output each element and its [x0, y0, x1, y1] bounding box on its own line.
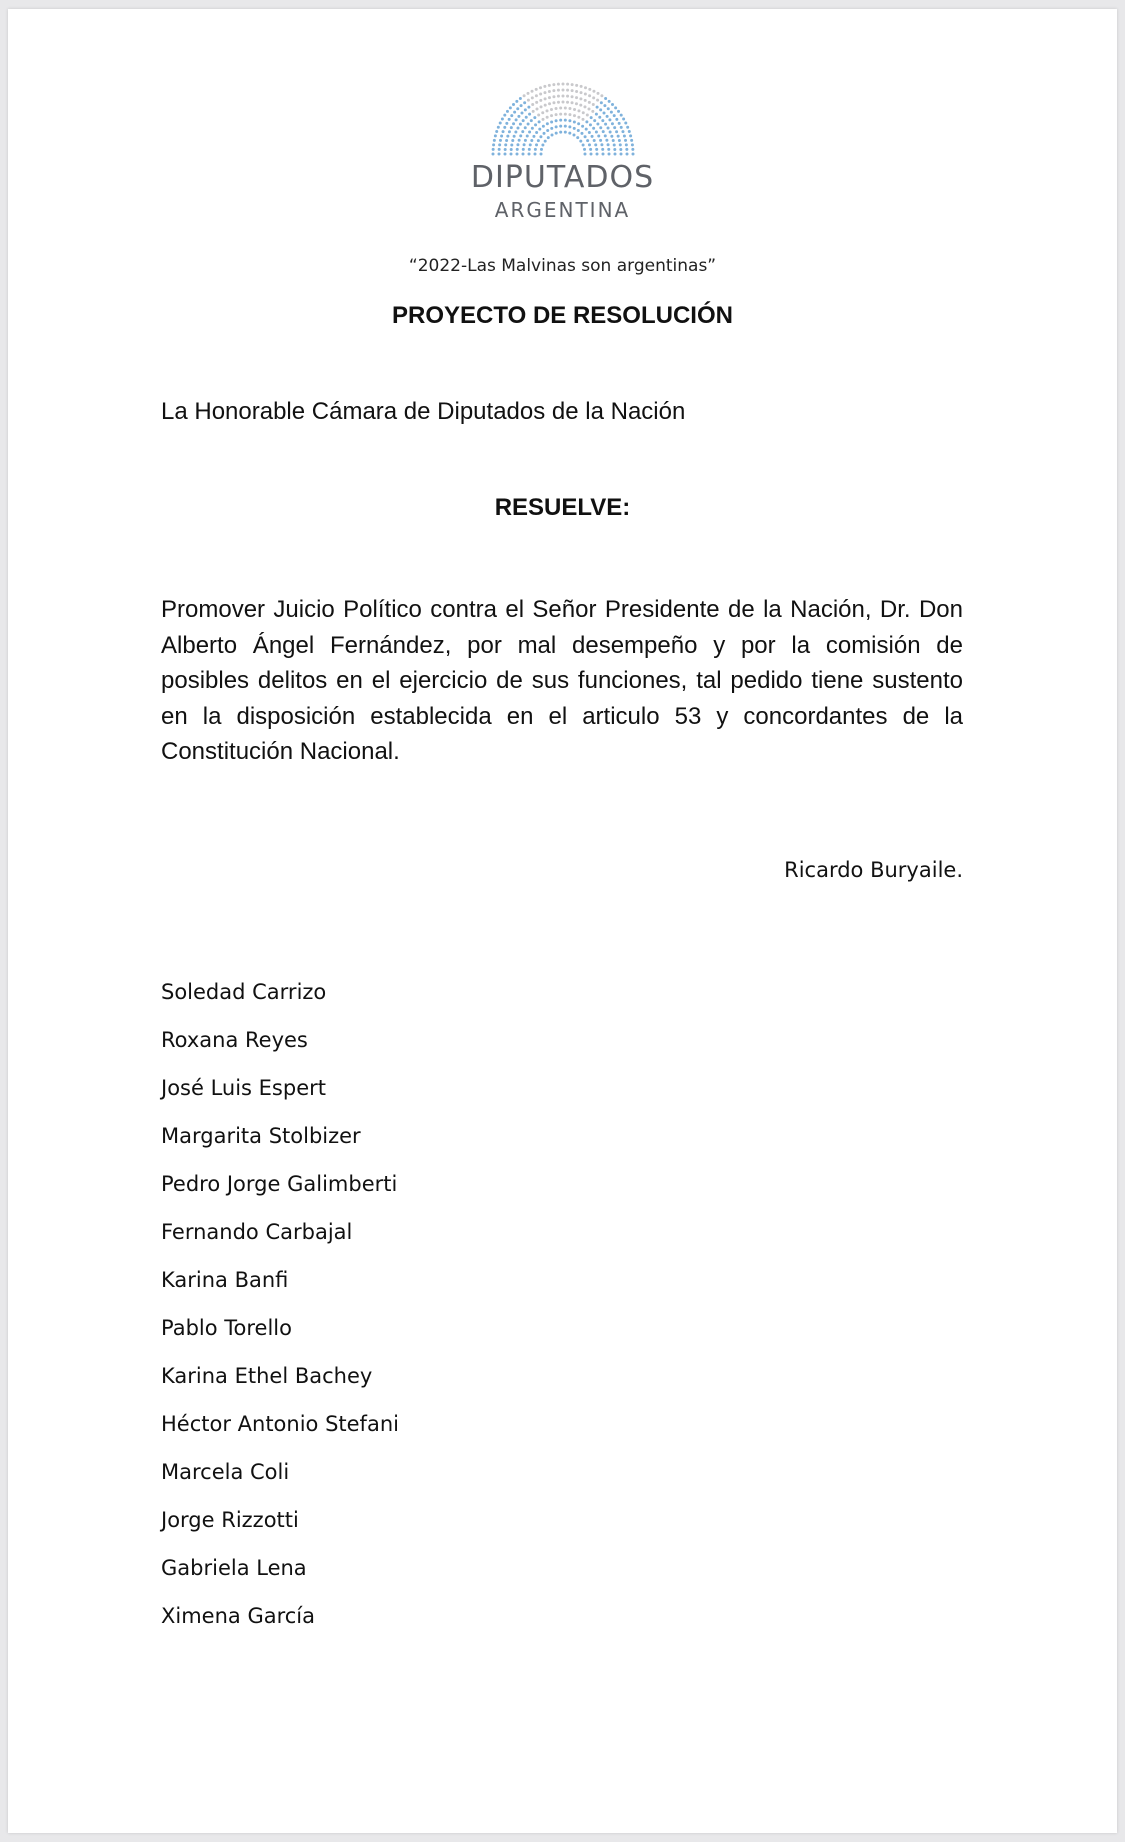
cosigner-list: [161, 978, 399, 1650]
cosigner-name: Jorge Rizzotti: [161, 1508, 299, 1532]
resolution-body: Promover Juicio Político contra el Señor Presidente de la Nación, Dr. Don Alberto Ángel Fernández, por mal desempeño y por la comisión de posibles delitos en el ejercicio de sus funciones, tal pedido tiene sustento en la disposición establecida en el articulo 53 y concordantes de la Constitución Nacional.: [161, 596, 963, 765]
cosigner-name: Ximena García: [161, 1604, 316, 1628]
cosigner-name: Margarita Stolbizer: [161, 1124, 361, 1148]
cosigner-name: Karina Ethel Bachey: [161, 1364, 373, 1388]
chamber-line: La Honorable Cámara de Diputados de la Nación: [161, 398, 686, 425]
cosigner-name: Karina Banfi: [161, 1268, 289, 1292]
cosigner-name: Fernando Carbajal: [161, 1220, 353, 1244]
cosigner-name: Soledad Carrizo: [161, 980, 327, 1004]
cosigner-name: Marcela Coli: [161, 1460, 290, 1484]
hemicycle-emblem-icon: [488, 78, 638, 160]
document-heading: PROYECTO DE RESOLUCIÓN: [392, 302, 733, 329]
resuelve-heading: RESUELVE:: [494, 494, 631, 521]
primary-signer: Ricardo Buryaile.: [784, 858, 963, 882]
cosigner-name: Pedro Jorge Galimberti: [161, 1172, 398, 1196]
cosigner-name: Héctor Antonio Stefani: [161, 1412, 399, 1436]
cosigner-name: Gabriela Lena: [161, 1556, 307, 1580]
cosigner-name: Roxana Reyes: [161, 1028, 308, 1052]
motto: “2022-Las Malvinas son argentinas”: [408, 256, 717, 276]
cosigner-name: Pablo Torello: [161, 1316, 292, 1340]
logo-subtitle: ARGENTINA: [494, 198, 631, 222]
logo-title: DIPUTADOS: [470, 160, 655, 195]
cosigner-name: José Luis Espert: [161, 1076, 326, 1100]
